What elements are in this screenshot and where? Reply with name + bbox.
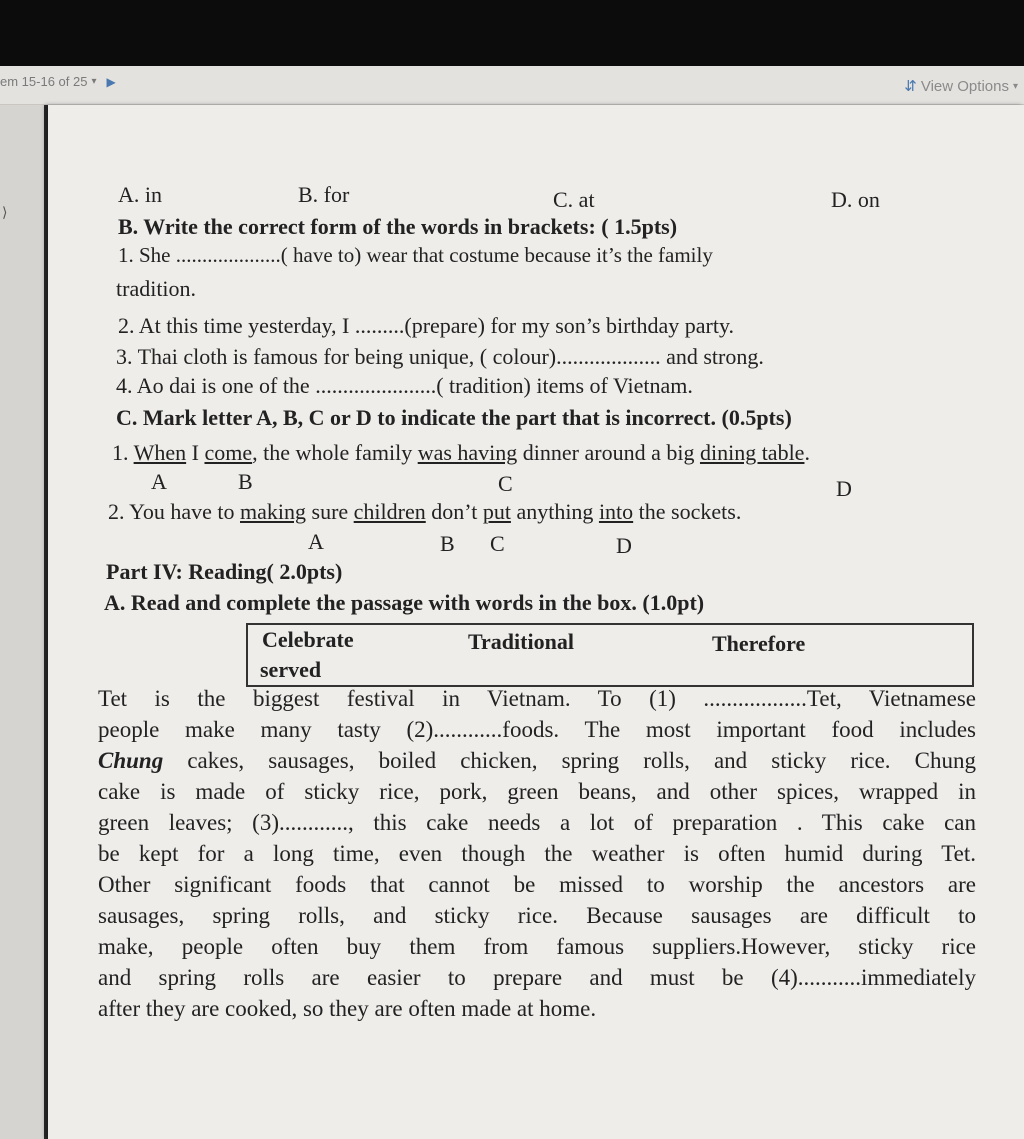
passage-line-7: Other significant foods that cannot be missed to worship the ancestors are: [98, 872, 976, 897]
section-b-q1: 1. She ....................( have to) wear that costume because it’s the family: [118, 243, 713, 267]
passage-line-5: green leaves; (3)............, this cake needs a lot of preparation . This cake can: [98, 810, 976, 835]
q2-letter-b: B: [440, 531, 455, 556]
q2-text-2: don’t: [431, 499, 478, 524]
passage-line-10: and spring rolls are easier to prepare and must be (4)...........immediately: [98, 965, 976, 990]
option-b: B. for: [298, 182, 350, 207]
section-c-heading: C. Mark letter A, B, C or D to indicate the part that is incorrect. (0.5pts): [116, 405, 792, 430]
passage-line-8: sausages, spring rolls, and sticky rice. Because sausages are difficult to: [98, 903, 976, 928]
box-word-therefore: Therefore: [712, 631, 806, 656]
option-d: D. on: [831, 187, 880, 212]
cursor-mark-icon: ⟩: [2, 206, 8, 221]
q2-letter-d: D: [616, 533, 632, 558]
top-black-bar: [0, 0, 1024, 66]
passage-line-4: cake is made of sticky rice, pork, green beans, and other spices, wrapped in: [98, 779, 976, 804]
q2-word-b: children: [353, 499, 426, 524]
q2-word-a: making: [240, 499, 307, 524]
option-c: C. at: [553, 187, 595, 212]
q2-word-c: put: [482, 499, 511, 524]
passage-line-3: [98, 745, 976, 776]
part-iv-heading: Part IV: Reading( 2.0pts): [106, 559, 343, 584]
section-b-heading: B. Write the correct form of the words in brackets: ( 1.5pts): [118, 214, 678, 239]
box-word-served: served: [260, 657, 322, 682]
q2-text-4: the sockets.: [638, 499, 742, 524]
q2-letter-a: A: [308, 529, 324, 554]
section-c-q2: [108, 499, 741, 525]
passage-line-2: people make many tasty (2)............foods. The most important food includes: [98, 717, 976, 742]
q2-text-0: 2. You have to: [108, 499, 235, 524]
q2-text-1: sure: [311, 499, 349, 524]
section-b-q4: 4. Ao dai is one of the ......................( tradition) items of Vietnam.: [116, 373, 693, 398]
passage-line-1: Tet is the biggest festival in Vietnam. To (1) ..................Tet, Vietnamese: [98, 686, 976, 711]
q2-word-d: into: [598, 499, 634, 524]
section-b-q1-cont: tradition.: [116, 276, 197, 301]
option-a: A. in: [118, 182, 162, 207]
q1-text-1: I: [191, 440, 199, 465]
box-word-celebrate: Celebrate: [262, 627, 354, 652]
document-page: [48, 105, 1024, 1139]
passage-line-3-text: cakes, sausages, boiled chicken, spring rolls, and sticky rice. Chung: [187, 748, 977, 773]
page-info: em 15-16 of 25: [0, 74, 88, 89]
q2-letter-c: C: [490, 531, 505, 556]
box-word-traditional: Traditional: [468, 629, 574, 654]
next-page-icon[interactable]: ▶: [106, 74, 116, 89]
q1-number: 1.: [112, 440, 129, 465]
q1-word-d: dining table: [699, 440, 805, 465]
page-navigator[interactable]: [0, 74, 116, 89]
q1-word-b: come: [204, 440, 253, 465]
q1-letter-a: A: [151, 469, 167, 494]
section-b-q3: 3. Thai cloth is famous for being unique, ( colour)................... and strong.: [116, 344, 764, 369]
view-options-button[interactable]: [904, 77, 1018, 95]
passage-line-6: be kept for a long time, even though the weather is often humid during Tet.: [98, 841, 976, 866]
q2-text-3: anything: [516, 499, 594, 524]
passage-italic-word: Chung: [98, 748, 164, 773]
q1-letter-c: C: [498, 471, 513, 496]
q1-text-2: , the whole family: [252, 440, 413, 465]
q1-text-4: .: [804, 440, 810, 465]
view-options-label: View Options: [920, 77, 1009, 95]
chevron-down-icon[interactable]: ▾: [91, 76, 97, 87]
view-options-icon: ⇵: [904, 78, 917, 95]
left-margin-panel: [0, 105, 44, 1139]
passage-line-9: make, people often buy them from famous suppliers.However, sticky rice: [98, 934, 976, 959]
q1-letter-d: D: [836, 476, 852, 501]
viewer-toolbar: [0, 66, 1024, 105]
section-c-q1: [112, 440, 810, 466]
q1-letter-b: B: [238, 469, 253, 494]
chevron-down-icon: ▾: [1012, 80, 1018, 92]
passage-line-11: after they are cooked, so they are often made at home.: [98, 996, 597, 1021]
word-box: [246, 623, 974, 687]
q1-text-3: dinner around a big: [522, 440, 695, 465]
section-b-q2: 2. At this time yesterday, I .........(prepare) for my son’s birthday party.: [118, 313, 735, 338]
q1-word-a: When: [133, 440, 187, 465]
part-iv-sub-a: A. Read and complete the passage with words in the box. (1.0pt): [104, 590, 705, 615]
reading-passage: [98, 683, 976, 1024]
q1-word-c: was having: [417, 440, 518, 465]
